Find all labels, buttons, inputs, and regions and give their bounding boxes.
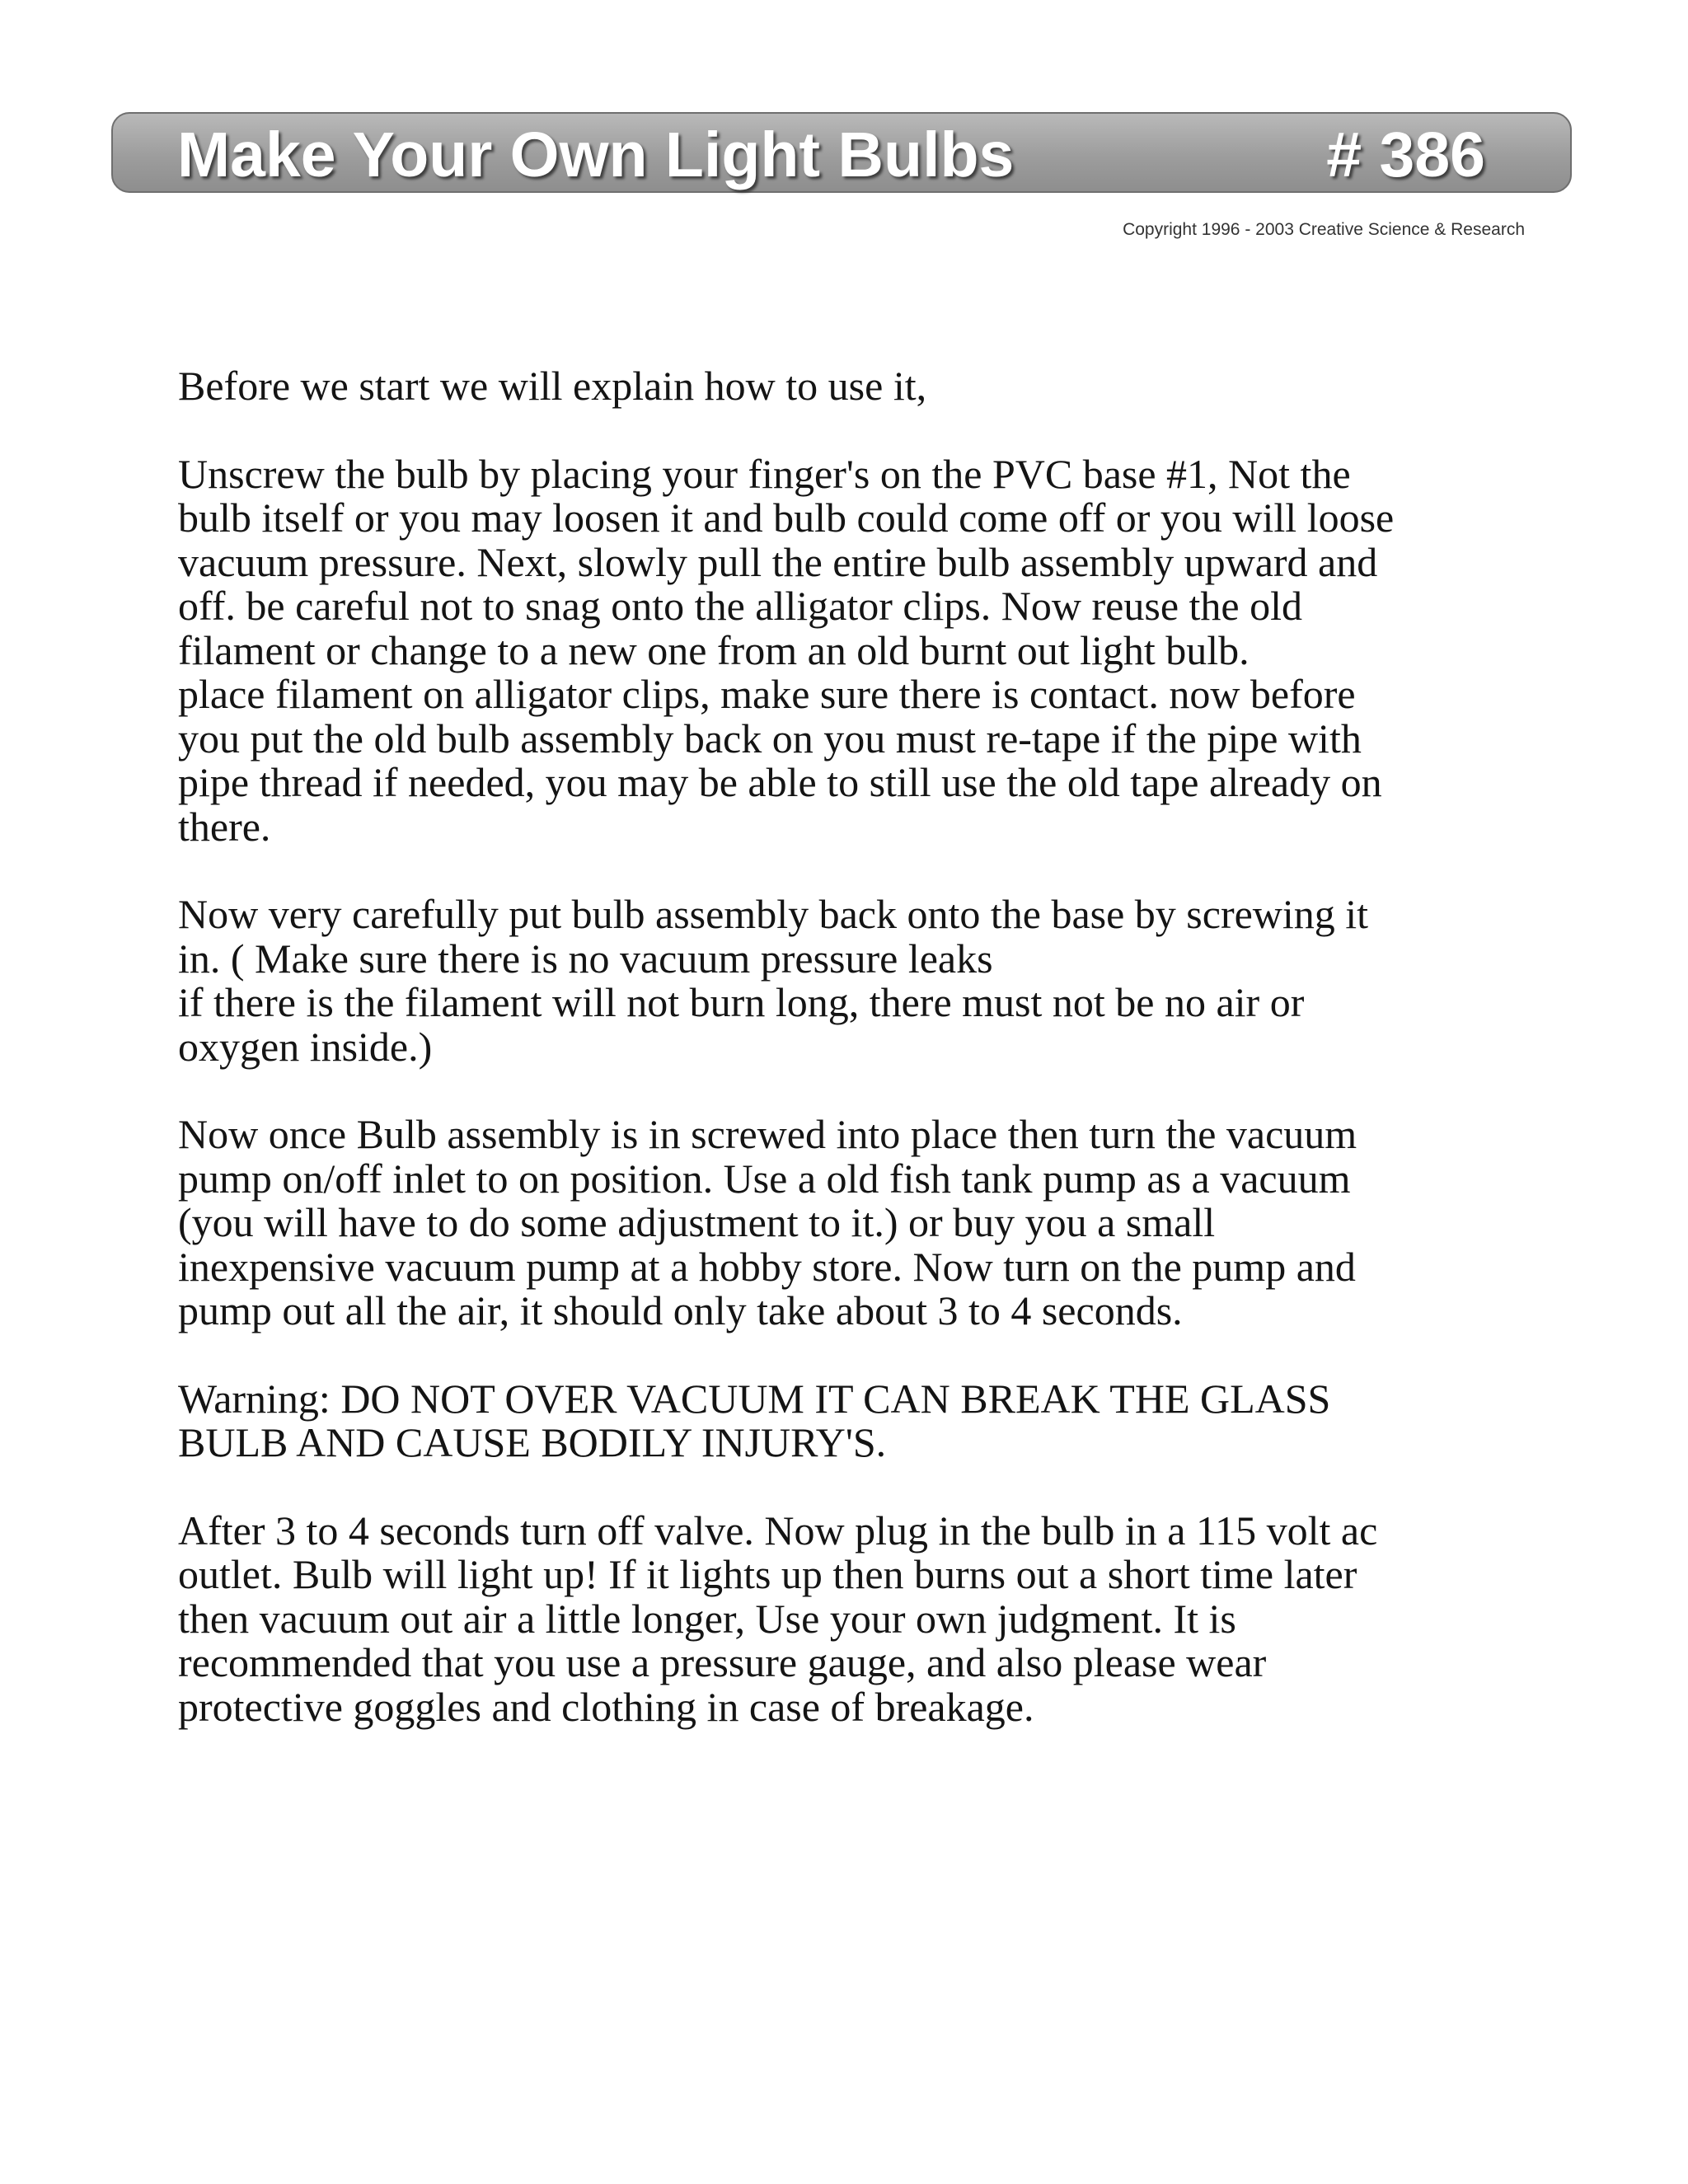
text-line: Warning: DO NOT OVER VACUUM IT CAN BREAK THE GLASS — [178, 1375, 1331, 1422]
text-line: pipe thread if needed, you may be able to still use the old tape already on — [178, 759, 1382, 805]
text-line: inexpensive vacuum pump at a hobby store. Now turn on the pump and — [178, 1243, 1356, 1290]
text-line: pump out all the air, it should only take about 3 to 4 seconds. — [178, 1287, 1183, 1333]
text-line: oxygen inside.) — [178, 1023, 433, 1070]
paragraph-intro — [178, 364, 1530, 409]
paragraph-warning — [178, 1377, 1530, 1465]
text-line: there. — [178, 803, 271, 850]
text-line: bulb itself or you may loosen it and bulb could come off or you will loose — [178, 494, 1395, 541]
paragraph-reassemble — [178, 893, 1530, 1069]
text-line: place filament on alligator clips, make sure there is contact. now before — [178, 671, 1356, 717]
text-line: Unscrew the bulb by placing your finger's on the PVC base #1, Not the — [178, 450, 1351, 497]
text-line: off. be careful not to snag onto the alligator clips. Now reuse the old — [178, 583, 1302, 629]
project-number: # 386 — [1326, 120, 1485, 190]
text-line: then vacuum out air a little longer, Use your own judgment. It is — [178, 1595, 1236, 1642]
copyright-notice: Copyright 1996 - 2003 Creative Science & Research — [1123, 220, 1525, 239]
text-line: Now very carefully put bulb assembly back onto the base by screwing it — [178, 891, 1369, 937]
body-text — [178, 364, 1530, 1773]
text-line: Now once Bulb assembly is in screwed into place then turn the vacuum — [178, 1111, 1357, 1157]
text-line: recommended that you use a pressure gauge, and also please wear — [178, 1639, 1267, 1685]
text-line: After 3 to 4 seconds turn off valve. Now plug in the bulb in a 115 volt ac — [178, 1507, 1378, 1554]
paragraph-vacuum-pump — [178, 1113, 1530, 1333]
text-line: vacuum pressure. Next, slowly pull the entire bulb assembly upward and — [178, 538, 1378, 585]
text-line: outlet. Bulb will light up! If it lights up then burns out a short time later — [178, 1551, 1357, 1597]
text-line: (you will have to do some adjustment to it.) or buy you a small — [178, 1199, 1216, 1245]
text-line: Before we start we will explain how to use it, — [178, 363, 927, 409]
text-line: in. ( Make sure there is no vacuum pressure leaks — [178, 935, 993, 982]
page-title: Make Your Own Light Bulbs — [177, 120, 1015, 190]
text-line: BULB AND CAUSE BODILY INJURY'S. — [178, 1419, 887, 1465]
text-line: if there is the filament will not burn long, there must not be no air or — [178, 979, 1305, 1025]
text-line: filament or change to a new one from an old burnt out light bulb. — [178, 626, 1250, 673]
paragraph-light-up — [178, 1509, 1530, 1730]
text-line: pump on/off inlet to on position. Use a old fish tank pump as a vacuum — [178, 1155, 1351, 1202]
text-line: you put the old bulb assembly back on you must re-tape if the pipe with — [178, 715, 1362, 762]
text-line: protective goggles and clothing in case of breakage. — [178, 1683, 1034, 1730]
paragraph-unscrew-bulb — [178, 452, 1530, 850]
